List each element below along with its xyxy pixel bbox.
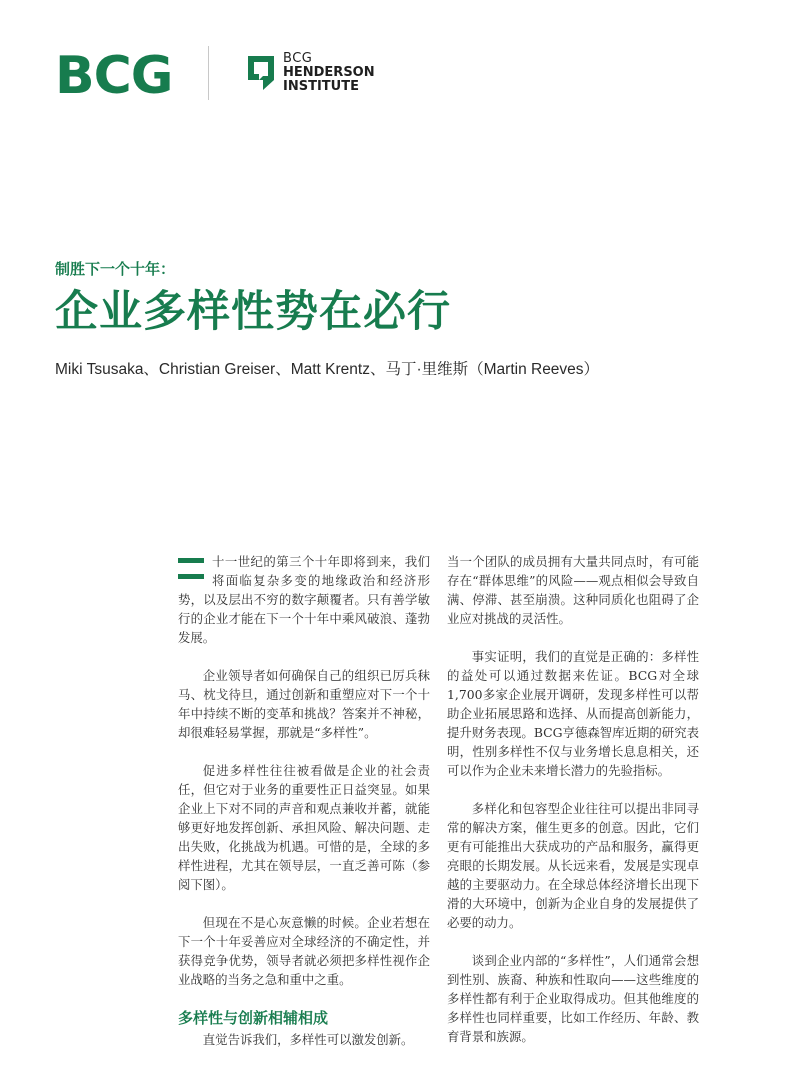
paragraph: 谈到企业内部的“多样性”，人们通常会想到性别、族裔、种族和性取向——这些维度的多样性都有利于企业取得成功。但其他维度的多样性也同样重要，比如工作经历、年龄、教育背景和族源。 <box>447 953 699 1044</box>
paragraph: 事实证明，我们的直觉是正确的：多样性的益处可以通过数据来佐证。BCG对全球1,700多家企业展开调研，发现多样性可以帮助企业拓展思路和选择、从而提高创新能力，提升财务表现。BCG亨德森智库近期的研究表明，性别多样性不仅与业务增长息息相关，还可以作为企业未来增长潜力的先验指标。 <box>447 649 699 778</box>
institute-line-2: HENDERSON <box>283 65 375 80</box>
paragraph-text: 十一世纪的第三个十年即将到来，我们将面临复杂多变的地缘政治和经济形势，以及层出不穷的数字颠覆者。只有善学敏行的企业才能在下一个十年中乘风破浪、蓬勃发展。 <box>178 554 430 645</box>
henderson-institute-wordmark <box>283 52 375 94</box>
right-column <box>447 552 699 1065</box>
institute-line-1: BCG <box>283 51 313 66</box>
paragraph: 但现在不是心灰意懒的时候。企业若想在下一个十年妥善应对全球经济的不确定性，并获得竞争优势，领导者就必须把多样性视作企业战略的当务之急和重中之重。 <box>178 915 430 987</box>
paragraph: 直觉告诉我们，多样性可以激发创新。 <box>202 1032 414 1047</box>
article-authors: Miki Tsusaka、Christian Greiser、Matt Krentz、马丁·里维斯（Martin Reeves） <box>55 361 600 378</box>
institute-line-3: INSTITUTE <box>283 79 359 94</box>
henderson-institute-mark-icon <box>248 56 274 90</box>
paragraph: 企业领导者如何确保自己的组织已厉兵秣马、枕戈待旦，通过创新和重塑应对下一个十年中持续不断的变革和挑战？答案并不神秘，却很难轻易掌握，那就是“多样性”。 <box>178 668 430 740</box>
bcg-logo: BCG <box>55 46 173 106</box>
section-heading: 多样性与创新相辅相成 <box>178 1009 329 1027</box>
left-column <box>178 552 430 1068</box>
paragraph: 当一个团队的成员拥有大量共同点时，有可能存在“群体思维”的风险——观点相似会导致自满、停滞、甚至崩溃。这种同质化也阻碍了企业应对挑战的灵活性。 <box>447 554 699 626</box>
paragraph: 促进多样性往往被看做是企业的社会责任，但它对于业务的重要性正日益突显。如果企业上下对不同的声音和观点兼收并蓄，就能够更好地发挥创新、承担风险、解决问题、走出失败，化挑战为机遇。可惜的是，全球的多样性进程，尤其在领导层，一直乏善可陈（参阅下图）。 <box>178 763 430 892</box>
article-kicker: 制胜下一个十年： <box>55 260 176 278</box>
paragraph: 多样化和包容型企业往往可以提出非同寻常的解决方案，催生更多的创意。因此，它们更有可能推出大获成功的产品和服务，赢得更亮眼的长期发展。从长远来看，发展是实现卓越的主要驱动力。在全球总体经济增长出现下滑的大环境中，创新为企业自身的发展提供了必要的动力。 <box>447 801 699 930</box>
article-title: 企业多样性势在必行 <box>55 287 451 337</box>
logo-divider <box>208 46 209 100</box>
paragraph <box>178 552 430 647</box>
dropcap-icon <box>178 556 206 590</box>
